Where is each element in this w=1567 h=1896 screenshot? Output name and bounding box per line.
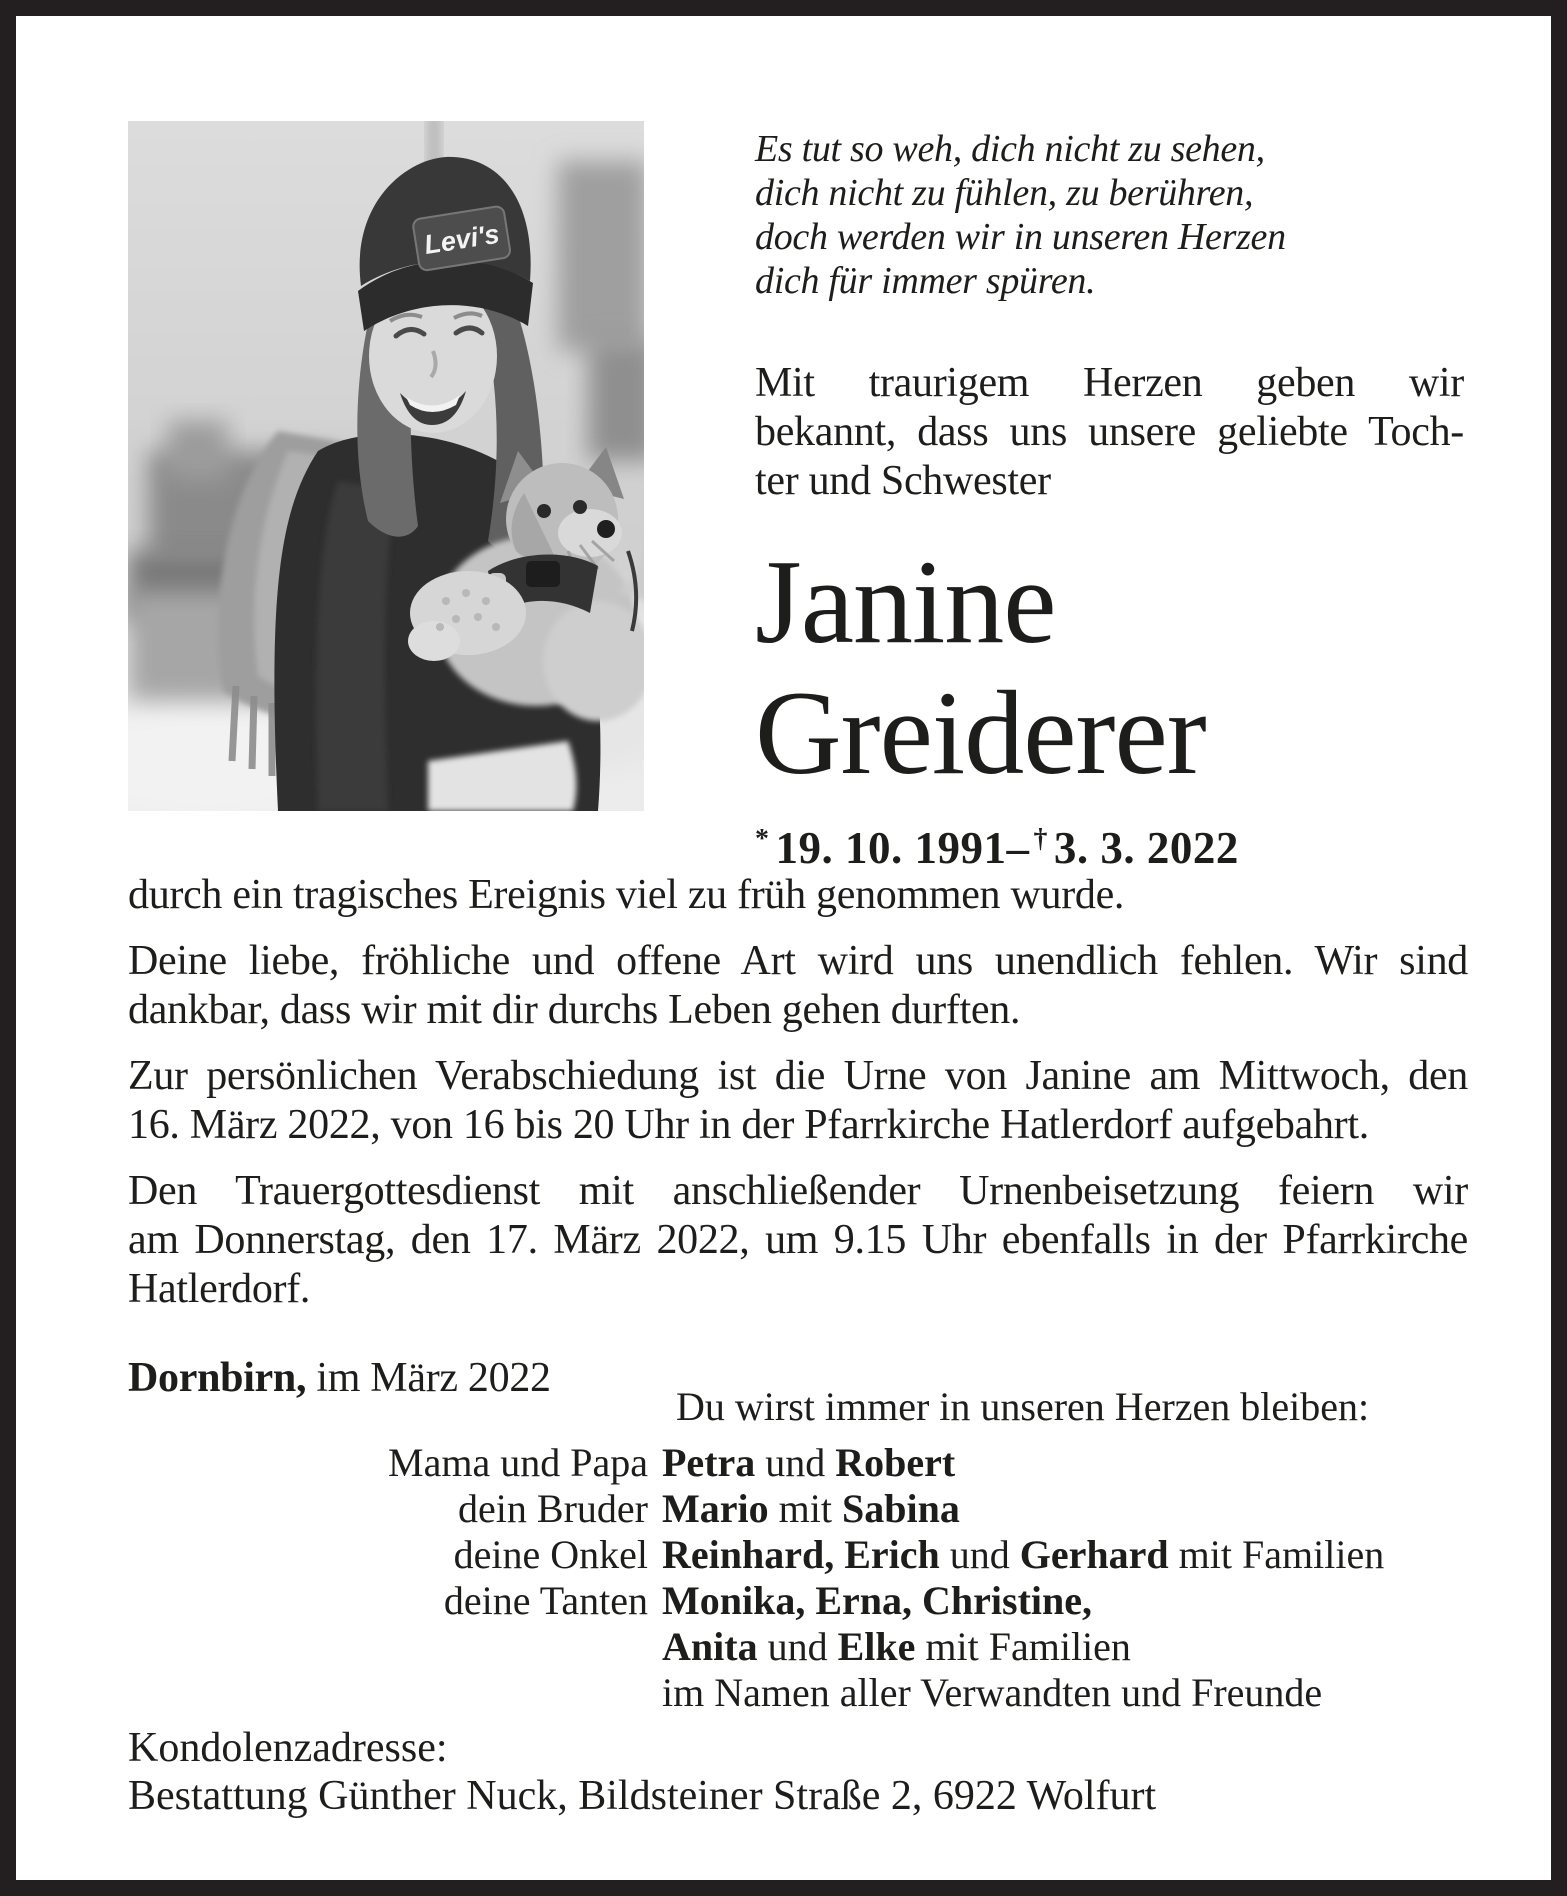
family-names <box>662 1440 1468 1486</box>
family-name: Monika, Erna, Christine, <box>662 1578 1093 1623</box>
family-name: Anita <box>662 1624 758 1669</box>
birth-date: 19. 10. 1991 <box>775 823 1007 873</box>
poem-line: doch werden wir in unseren Herzen <box>755 216 1286 258</box>
body-line: 16. März 2022, von 16 bis 20 Uhr in der Pfarrkirche Hatlerdorf aufgebahrt. <box>128 1102 1369 1148</box>
family-connector: mit <box>768 1486 842 1531</box>
announcement-line: ter und Schwester <box>755 458 1051 504</box>
memorial-poem <box>755 127 1464 303</box>
condolence-section <box>128 1724 1156 1820</box>
family-closing: im Namen aller Verwandten und Freunde <box>662 1670 1323 1715</box>
poem-line: dich für immer spüren. <box>755 260 1096 302</box>
body-line: Zur persönlichen Verabschiedung ist die Urne von Janine am Mittwoch, den <box>128 1053 1468 1099</box>
condolence-label: Kondolenzadresse: <box>128 1725 448 1771</box>
memorial-photo <box>128 121 644 811</box>
place-name: Dornbirn, <box>128 1355 307 1401</box>
family-row-uncles <box>128 1532 1468 1578</box>
announcement-line: Mit traurigem Herzen geben wir <box>755 360 1464 406</box>
family-names <box>662 1670 1468 1716</box>
birth-symbol: * <box>755 823 770 854</box>
family-name: Reinhard, Erich <box>662 1532 940 1577</box>
family-name: Robert <box>835 1440 956 1485</box>
family-suffix: mit Familien <box>1168 1532 1385 1577</box>
family-name: Sabina <box>841 1486 960 1531</box>
family-section <box>128 1384 1468 1716</box>
family-connector: und <box>939 1532 1020 1577</box>
deceased-last-name: Greiderer <box>755 666 1206 799</box>
family-suffix: mit Familien <box>915 1624 1131 1669</box>
family-relation-label: deine Onkel <box>453 1532 648 1577</box>
family-name: Elke <box>837 1624 916 1669</box>
family-row-parents <box>128 1440 1468 1486</box>
intro-column <box>755 121 1464 874</box>
family-names <box>662 1624 1468 1670</box>
family-names <box>662 1532 1468 1578</box>
body-line: dankbar, dass wir mit dir durchs Leben gehen durften. <box>128 987 1021 1033</box>
family-names <box>662 1578 1468 1624</box>
memorial-photo-illustration <box>128 121 644 811</box>
family-row-in-the-name-of <box>128 1670 1468 1716</box>
family-name: Petra <box>662 1440 756 1485</box>
family-connector: und <box>757 1624 838 1669</box>
dateline-date: im März 2022 <box>306 1355 551 1401</box>
body-line: Den Trauergottesdienst mit anschließender Urnenbeisetzung feiern wir <box>128 1168 1468 1214</box>
body-line: am Donnerstag, den 17. März 2022, um 9.15 Uhr ebenfalls in der Pfarrkirche <box>128 1217 1468 1263</box>
family-name: Mario <box>662 1486 769 1531</box>
announcement-line: bekannt, dass uns unsere geliebte Toch- <box>755 409 1464 455</box>
body-line: durch ein tragisches Ereignis viel zu früh genommen wurde. <box>128 872 1125 918</box>
family-relation-label: deine Tanten <box>443 1578 648 1623</box>
condolence-address: Bestattung Günther Nuck, Bildsteiner Straße 2, 6922 Wolfurt <box>128 1773 1157 1819</box>
poem-line: Es tut so weh, dich nicht zu sehen, <box>755 128 1265 170</box>
family-row-aunts <box>128 1578 1468 1624</box>
family-header: Du wirst immer in unseren Herzen bleiben: <box>676 1384 1370 1429</box>
family-row-aunts-continued <box>128 1624 1468 1670</box>
family-relation-label: dein Bruder <box>458 1486 648 1531</box>
death-symbol: † <box>1033 823 1048 854</box>
death-date: 3. 3. 2022 <box>1053 823 1239 873</box>
announcement-paragraph <box>755 359 1464 506</box>
deceased-name <box>755 536 1464 798</box>
family-relation-label <box>128 1670 662 1716</box>
body-line: Deine liebe, fröhliche und offene Art wird uns unendlich fehlen. Wir sind <box>128 938 1468 984</box>
body-line: Hatlerdorf. <box>128 1266 311 1312</box>
family-names <box>662 1486 1468 1532</box>
family-connector: und <box>755 1440 836 1485</box>
family-row-brother <box>128 1486 1468 1532</box>
obituary-body <box>128 854 1468 1403</box>
dates-separator: – <box>1006 823 1030 873</box>
deceased-first-name: Janine <box>755 535 1056 668</box>
family-relation-label <box>128 1624 662 1670</box>
family-name: Gerhard <box>1019 1532 1169 1577</box>
family-relation-label: Mama und Papa <box>388 1440 648 1485</box>
poem-line: dich nicht zu fühlen, zu berühren, <box>755 172 1254 214</box>
hat-brand-label: Levi's <box>422 218 502 261</box>
